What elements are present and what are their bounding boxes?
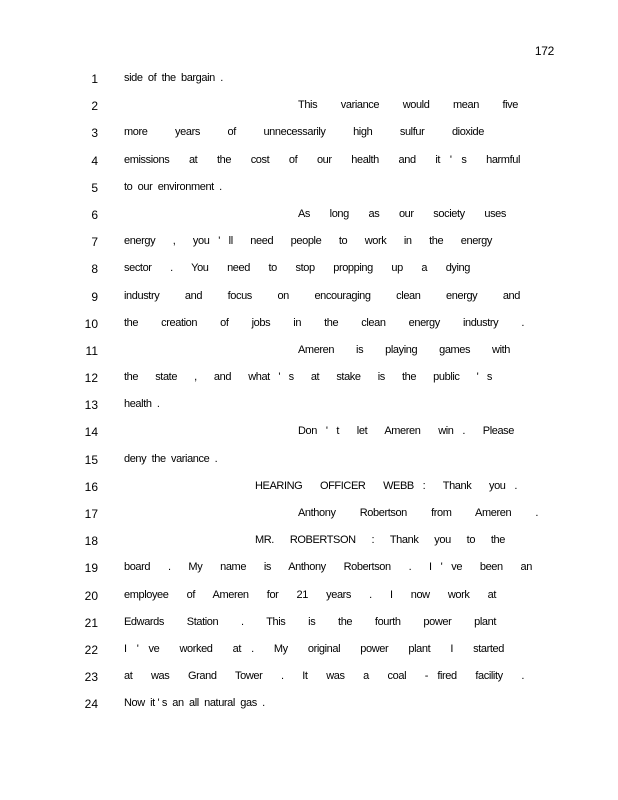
line-number: 5 bbox=[91, 180, 98, 195]
transcript-line bbox=[0, 641, 618, 668]
transcript-line bbox=[0, 124, 618, 151]
transcript-line bbox=[0, 614, 618, 641]
line-number: 13 bbox=[84, 398, 98, 413]
line-number: 17 bbox=[84, 507, 98, 521]
line-number: 4 bbox=[91, 153, 98, 168]
transcript-line bbox=[0, 532, 618, 559]
line-text: Ameren is playing games with bbox=[298, 343, 510, 356]
transcript-line bbox=[0, 559, 618, 586]
line-text: to our environment . bbox=[124, 180, 222, 193]
transcript-line bbox=[0, 396, 618, 423]
line-text: employee of Ameren for 21 years . I now work at bbox=[124, 588, 496, 601]
line-number: 7 bbox=[91, 235, 98, 250]
transcript-line bbox=[0, 423, 618, 450]
line-number: 18 bbox=[84, 534, 98, 549]
line-text: at was Grand Tower . It was a coal - fired facility . bbox=[124, 670, 524, 683]
line-text: HEARING OFFICER WEBB : Thank you . bbox=[255, 479, 517, 492]
line-number: 23 bbox=[84, 670, 98, 685]
transcript-line bbox=[0, 668, 618, 695]
line-text: Now it ' s an all natural gas . bbox=[124, 697, 265, 710]
line-text: energy , you ' ll need people to work in the energy bbox=[124, 235, 492, 248]
line-number: 12 bbox=[84, 371, 98, 386]
line-text: emissions at the cost of our health and it ' s harmful bbox=[124, 153, 520, 166]
transcript-line bbox=[0, 478, 618, 505]
line-text: board . My name is Anthony Robertson . I ' ve been an bbox=[124, 561, 532, 574]
transcript-lines bbox=[0, 70, 618, 723]
line-number: 3 bbox=[91, 126, 98, 141]
line-number: 24 bbox=[84, 697, 98, 712]
line-number: 9 bbox=[91, 289, 98, 304]
line-text: the state , and what ' s at stake is the public ' s bbox=[124, 371, 492, 384]
transcript-line bbox=[0, 315, 618, 342]
line-number: 6 bbox=[91, 207, 98, 222]
line-text: health . bbox=[124, 398, 160, 411]
transcript-line bbox=[0, 288, 618, 315]
transcript-line bbox=[0, 342, 618, 369]
line-text: industry and focus on encouraging clean energy and bbox=[124, 289, 520, 302]
line-number: 10 bbox=[84, 316, 98, 331]
line-number: 2 bbox=[91, 99, 98, 114]
page-number: 172 bbox=[534, 44, 554, 58]
transcript-line bbox=[0, 233, 618, 260]
line-text: sector . You need to stop propping up a dying bbox=[124, 262, 470, 275]
line-text: Edwards Station . This is the fourth power plant bbox=[124, 615, 496, 628]
line-number: 21 bbox=[84, 615, 98, 630]
line-number: 22 bbox=[84, 642, 98, 657]
line-text: deny the variance . bbox=[124, 452, 218, 465]
line-text: Don ' t let Ameren win . Please bbox=[298, 425, 514, 438]
transcript-line bbox=[0, 152, 618, 179]
line-number: 19 bbox=[84, 561, 98, 576]
line-number: 20 bbox=[84, 588, 98, 603]
transcript-line bbox=[0, 695, 618, 722]
transcript-line bbox=[0, 97, 618, 124]
transcript-line bbox=[0, 587, 618, 614]
line-number: 8 bbox=[91, 262, 98, 277]
line-text: I ' ve worked at . My original power plant I started bbox=[124, 642, 504, 655]
line-number: 1 bbox=[91, 72, 98, 86]
line-number: 11 bbox=[85, 343, 98, 358]
transcript-line bbox=[0, 369, 618, 396]
line-text: Anthony Robertson from Ameren . bbox=[298, 507, 538, 519]
line-text: MR. ROBERTSON : Thank you to the bbox=[255, 534, 505, 547]
line-text: side of the bargain . bbox=[124, 72, 223, 84]
line-text: the creation of jobs in the clean energy industry . bbox=[124, 316, 524, 329]
line-number: 14 bbox=[84, 425, 98, 440]
line-text: This variance would mean five bbox=[298, 99, 518, 112]
transcript-line bbox=[0, 505, 618, 532]
transcript-line bbox=[0, 179, 618, 206]
line-number: 15 bbox=[84, 452, 98, 467]
transcript-line bbox=[0, 70, 618, 97]
transcript-line bbox=[0, 451, 618, 478]
transcript-line bbox=[0, 206, 618, 233]
line-number: 16 bbox=[84, 479, 98, 494]
line-text: more years of unnecessarily high sulfur dioxide bbox=[124, 126, 484, 139]
line-text: As long as our society uses bbox=[298, 207, 506, 220]
transcript-line bbox=[0, 260, 618, 287]
